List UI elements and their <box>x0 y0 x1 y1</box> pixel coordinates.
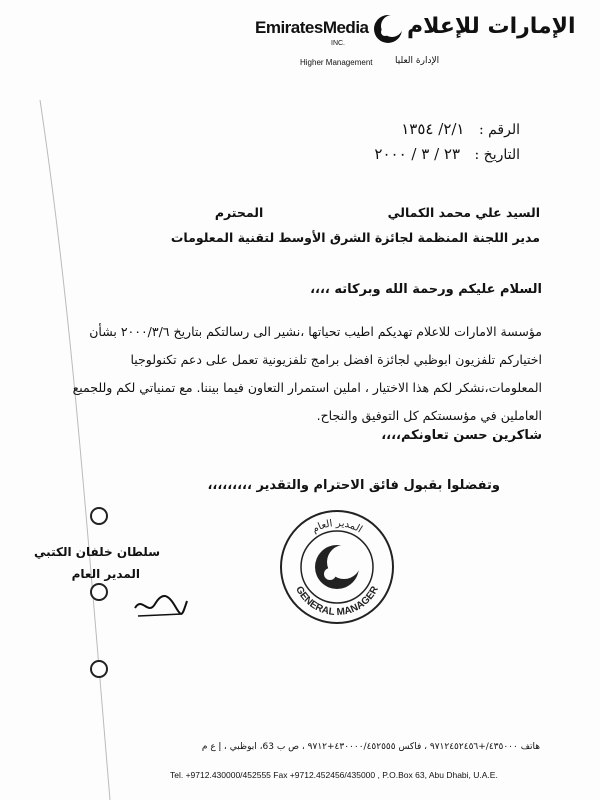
crescent-logo-icon <box>371 12 405 46</box>
binder-hole-icon <box>90 583 108 601</box>
addressee-line <box>120 205 540 220</box>
general-manager-stamp <box>278 508 396 626</box>
department-en: Higher Management <box>300 58 373 67</box>
footer-contact-ar: هاتف ٤٣٥٠٠٠/+٩٧١٢٤٥٢٤٥٦ ، فاكس ٤٣٠٠٠٠/٤٥٢٥٥٥+٩٧١٢ ، ص ب 63، ابوظبي ، إ ع م <box>201 742 540 752</box>
addressee-name: السيد علي محمد الكمالي <box>387 205 540 220</box>
closing-line: وتفضلوا بقبول فائق الاحترام والتقدير ،،،،،،،،، <box>207 478 500 493</box>
stamp-bottom-text: GENERAL MANAGER <box>293 584 381 619</box>
addressee-honorific: المحترم <box>214 205 264 220</box>
stamp-top-text: المدير العام <box>310 517 365 536</box>
brand-name-ar: الإمارات للإعلام <box>407 14 576 39</box>
signer-name: سلطان خلفان الكتبي <box>34 545 160 559</box>
footer-contact-en: Tel. +9712.430000/452555 Fax +9712.452456/435000 , P.O.Box 63, Abu Dhabi, U.A.E. <box>170 770 498 780</box>
addressee-title: مدير اللجنة المنظمة لجائزة الشرق الأوسط لتقنية المعلومات <box>170 230 540 245</box>
reference-number-label: الرقم : <box>478 122 520 138</box>
reference-date-value: ٢٣ / ٣ / ٢٠٠٠ <box>374 145 461 163</box>
letter-body: مؤسسة الامارات للاعلام تهديكم اطيب تحياتها ،نشير الى رسالتكم بتاريخ ٢٠٠٠/٣/٦ بشأن اختياركم تلفزيون ابوظبي لجائزة افضل برامج تلفزيونية تعمل على دعم تكنولوجيا المعلومات،نشكر لكم هذا الاختيار ، املين استمرار التعاون فيما بيننا. مع تمنياتي لكم وللجميع العاملين في مؤسستكم كل التوفيق والنجاح. <box>72 324 542 423</box>
thanks-line: شاكرين حسن تعاونكم،،،، <box>381 428 542 443</box>
brand-name-en: EmiratesMedia <box>255 18 369 37</box>
reference-number <box>401 120 520 138</box>
binder-hole-icon <box>90 507 108 525</box>
crescent-logo-icon <box>315 545 361 589</box>
brand-inc: INC. <box>331 40 345 47</box>
binder-hole-icon <box>90 660 108 678</box>
handwritten-signature <box>130 586 190 626</box>
svg-text:المدير العام <box>310 518 364 536</box>
signer-title: المدير العام <box>71 567 140 581</box>
reference-date-label: التاريخ : <box>474 147 520 163</box>
greeting: السلام عليكم ورحمة الله وبركاته ،،،، <box>310 282 542 297</box>
reference-number-value: ٢/١/ ١٣٥٤ <box>401 120 465 138</box>
reference-date <box>374 145 520 163</box>
department-ar: الإدارة العليا <box>395 56 440 66</box>
